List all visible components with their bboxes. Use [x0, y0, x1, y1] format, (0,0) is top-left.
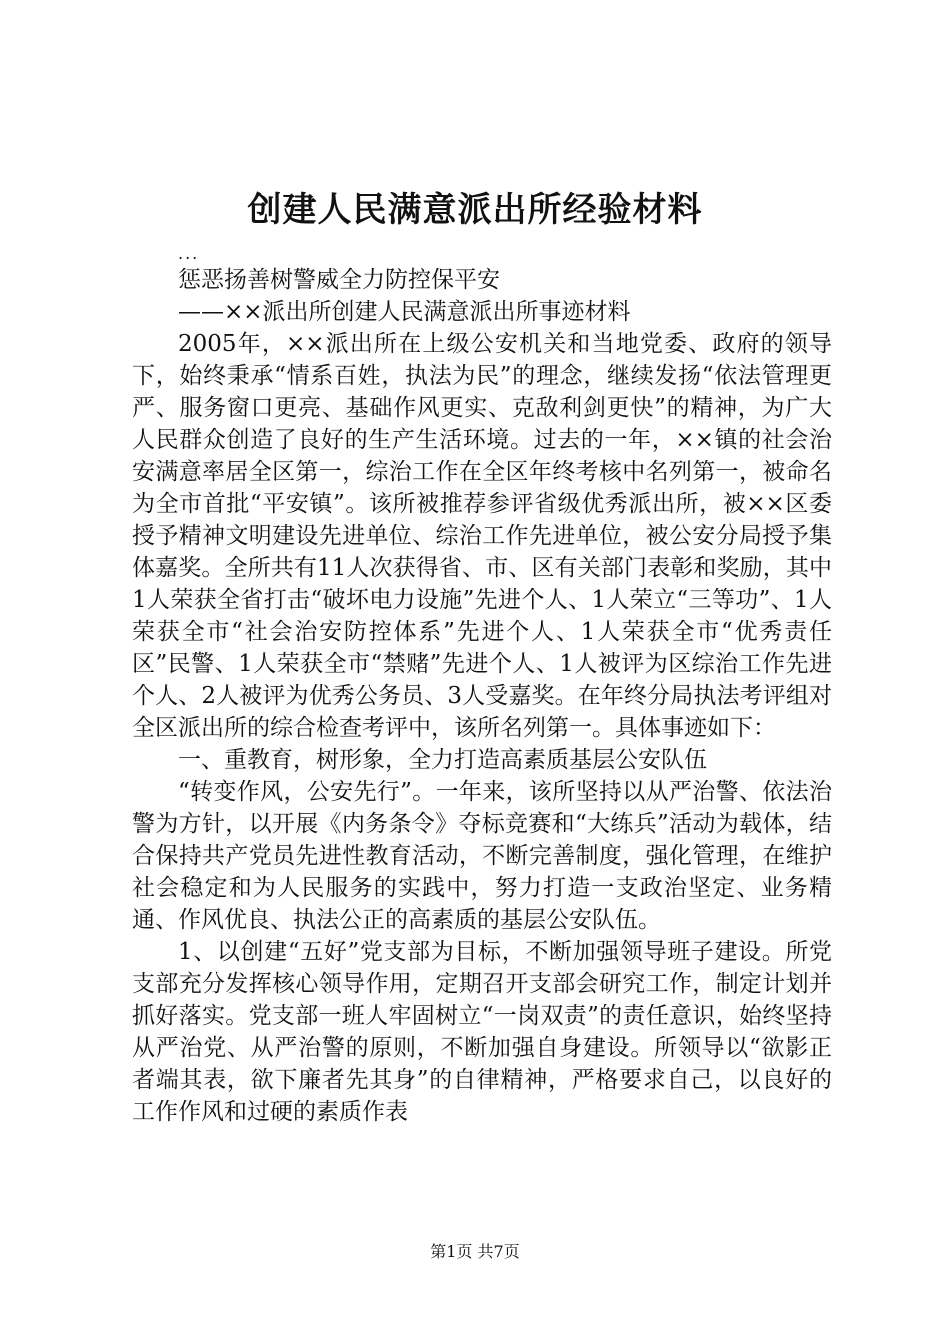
subtitle-source-line: ——××派出所创建人民满意派出所事迹材料 [178, 299, 631, 325]
body-paragraph: 1、以创建“五好”党支部为目标，不断加强领导班子建设。所党支部充分发挥核心领导作用，定期召开支部会研究工作，制定计划并抓好落实。党支部一班人牢固树立“一岗双责”的责任意识，始终坚持从严治党、从严治警的原则，不断加强自身建设。所领导以“欲影正者端其表，欲下廉者先其身”的自律精神，严格要求自己，以良好的工作作风和过硬的素质作表 [132, 939, 832, 1125]
document-body [132, 244, 832, 1128]
ellipsis-line: ... [178, 244, 200, 263]
page-footer: 第1页 共7页 [430, 1242, 520, 1261]
section-heading: 一、重教育，树形象，全力打造高素质基层公安队伍 [178, 747, 707, 773]
document-title: 创建人民满意派出所经验材料 [247, 190, 703, 230]
body-paragraph: “转变作风，公安先行”。一年来，该所坚持以从严治警、依法治警为方针，以开展《内务条令》夺标竞赛和“大练兵”活动为载体，结合保持共产党员先进性教育活动，不断完善制度，强化管理，在维护社会稳定和为人民服务的实践中，努力打造一支政治坚定、业务精通、作风优良、执法公正的高素质的基层公安队伍。 [132, 779, 832, 933]
subtitle-line: 惩恶扬善树警威全力防控保平安 [178, 267, 500, 293]
body-paragraph: 2005年，××派出所在上级公安机关和当地党委、政府的领导下，始终秉承“情系百姓，执法为民”的理念，继续发扬“依法管理更严、服务窗口更亮、基础作风更实、克敌利剑更快”的精神，为广大人民群众创造了良好的生产生活环境。过去的一年，××镇的社会治安满意率居全区第一，综治工作在全区年终考核中名列第一，被命名为全市首批“平安镇”。该所被推荐参评省级优秀派出所，被××区委授予精神文明建设先进单位、综治工作先进单位，被公安分局授予集体嘉奖。全所共有11人次获得省、市、区有关部门表彰和奖励，其中1人荣获全省打击“破坏电力设施”先进个人、1人荣立“三等功”、1人荣获全市“社会治安防控体系”先进个人、1人荣获全市“优秀责任区”民警、1人荣获全市“禁赌”先进个人、1人被评为区综治工作先进个人、2人被评为优秀公务员、3人受嘉奖。在年终分局执法考评组对全区派出所的综合检查考评中，该所名列第一。具体事迹如下： [132, 331, 832, 741]
